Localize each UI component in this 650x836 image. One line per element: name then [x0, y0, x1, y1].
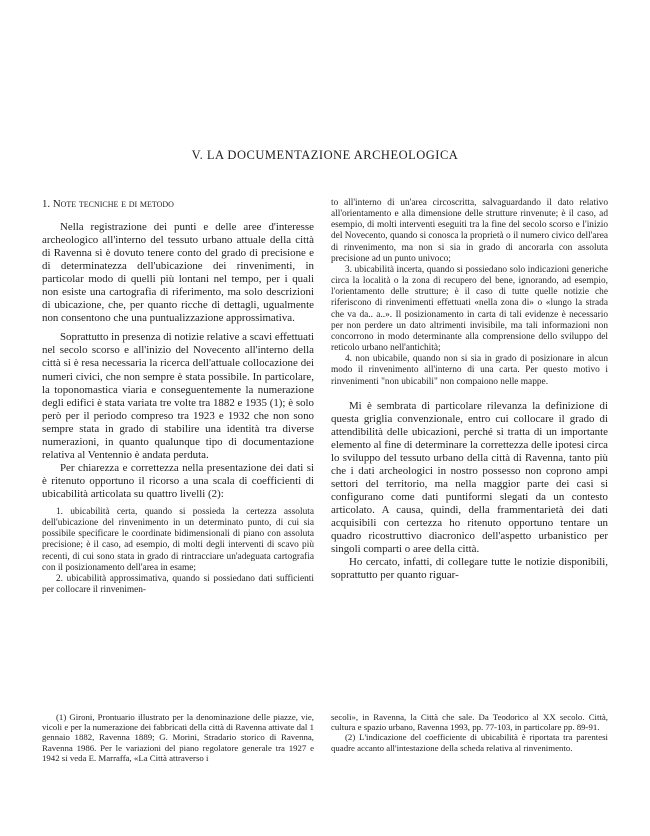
list-item: 4. non ubicabile, quando non si sia in grado di posizionare in alcun modo il rinvenimento all'interno di una carta. Per questo motivo i rinvenimenti "non ubicabili" non compaiono nelle mappe. [331, 354, 608, 387]
footnote: (2) L'indicazione del coefficiente di ubicabilità è riportata tra parentesi quadre accanto all'intestazione della scheda relativa al rinvenimento. [331, 732, 608, 753]
footnotes-right [331, 712, 608, 753]
footnote: (1) Gironi, Prontuario illustrato per la denominazione delle piazze, vie, vicoli e per la numerazione dei fabbricati della città di Ravenna attivate dal 1 gennaio 1882, Ravenna 1889; G. Morini, Stradario storico di Ravenna, Ravenna 1986. Per le variazioni del piano regolatore generale tra 1927 e 1942 si veda E. Marraffa, «La Città attraverso i [42, 712, 314, 763]
paragraph: Nella registrazione dei punti e delle aree d'interesse archeologico all'interno del tessuto urbano attuale della città di Ravenna si è dovuto tenere conto del grado di precisione e di determinatezza dell'ubicazione dei rinvenimenti, in particolar modo di quelli più lontani nel tempo, per i quali non esiste una cartografia di riferimento, ma solo descrizioni di ubicazione, che, per quanto ricche di dettagli, ugualmente non consentono che una puntualizzazione approssimativa. [42, 221, 314, 325]
section-number: 1. [42, 198, 51, 210]
paragraph: Per chiarezza e correttezza nella presentazione dei dati si è ritenuto opportuno il ricorso a una scala di coefficienti di ubicabilità articolata su quattro livelli (2): [42, 461, 314, 500]
footnotes-left [42, 712, 314, 763]
section-title: Note tecniche e di metodo [52, 198, 174, 210]
paragraph: Soprattutto in presenza di notizie relative a scavi effettuati nel secolo scorso e all'inizio del Novecento all'interno della città si è resa necessaria la ricerca dell'attuale collocazione dei numeri civici, che non sempre è stata possibile. In particolare, la toponomastica viaria e conseguentemente la numerazione degli edifici è stata variata tre volte tra 1882 e 1935 (1); è solo però per il periodo compreso tra 1923 e 1932 che non sono sempre stata in grado di stabilire una identità tra diverse numerazioni, in quanto qualunque tipo di documentazione relativa al Ventennio è andata perduta. [42, 331, 314, 461]
list-item: 3. ubicabilità incerta, quando si possiedano solo indicazioni generiche circa la località o la zona di recupero del bene, ignorando, ad esempio, l'orientamento delle strutture; è il caso di tutte quelle notizie che riferiscono di rinvenimenti effettuati «nella zona di» o «lungo la strada che va da.. a..». Il posizionamento in carta di tali evidenze è necessario per non perdere un dato altrimenti invisibile, ma tali informazioni non concorrono in modo determinante alla comprensione dello sviluppo del reticolo urbano nell'antichità; [331, 264, 608, 354]
list-item-continuation: to all'interno di un'area circoscritta, salvaguardando il dato relativo all'orientamento e alla dimensione delle strutture rinvenute; è il caso, ad esempio, di molti interventi eseguiti tra la fine del secolo scorso e l'inizio del Novecento, quando si conosca la proprietà o il numero civico dell'area di rinvenimento, ma non si sia in grado di ancorarla con assoluta precisione ad un punto univoco; [331, 198, 608, 264]
paragraph: Mi è sembrata di particolare rilevanza la definizione di questa griglia convenzionale, entro cui collocare il grado di attendibilità delle ubicazioni, perché si tratta di un importante elemento al fine di determinare la correttezza delle ipotesi circa lo sviluppo del tessuto urbano della città di Ravenna, tanto più che i dati archeologici in nostro possesso non coprono ampi settori del territorio, ma nella maggior parte dei casi si configurano come dati puntiformi slegati da un contesto articolato. A causa, quindi, della frammentarietà dei dati acquisibili con certezza ho ritenuto opportuno tentare un quadro ricostruttivo diacronico dell'aspetto urbanistico per singoli comparti o aree della città. [331, 399, 608, 556]
paragraph: Ho cercato, infatti, di collegare tutte le notizie disponibili, soprattutto per quanto riguar- [331, 556, 608, 582]
chapter-title: V. LA DOCUMENTAZIONE ARCHEOLOGICA [191, 148, 459, 162]
footnote-continuation: secoli», in Ravenna, la Città che sale. Da Teodorico al XX secolo. Città, cultura e spazio urbano, Ravenna 1993, pp. 77-103, in particolare pp. 89-91. [331, 712, 608, 733]
list-item: 2. ubicabilità approssimativa, quando si possiedano dati sufficienti per collocare il rinvenimen- [42, 573, 314, 596]
list-item: 1. ubicabilità certa, quando si possieda la certezza assoluta dell'ubicazione del rinvenimento in un determinato punto, di cui sia possibile specificare le coordinate bidimensionali di piano con assoluta precisione; è il caso, ad esempio, di molti degli interventi di scavo più recenti, di cui sono stata in grado di rintracciare un'adeguata cartografia con il posizionamento dell'area in esame; [42, 506, 314, 573]
right-column [331, 198, 608, 582]
left-column [42, 198, 314, 596]
section-heading [42, 198, 314, 211]
